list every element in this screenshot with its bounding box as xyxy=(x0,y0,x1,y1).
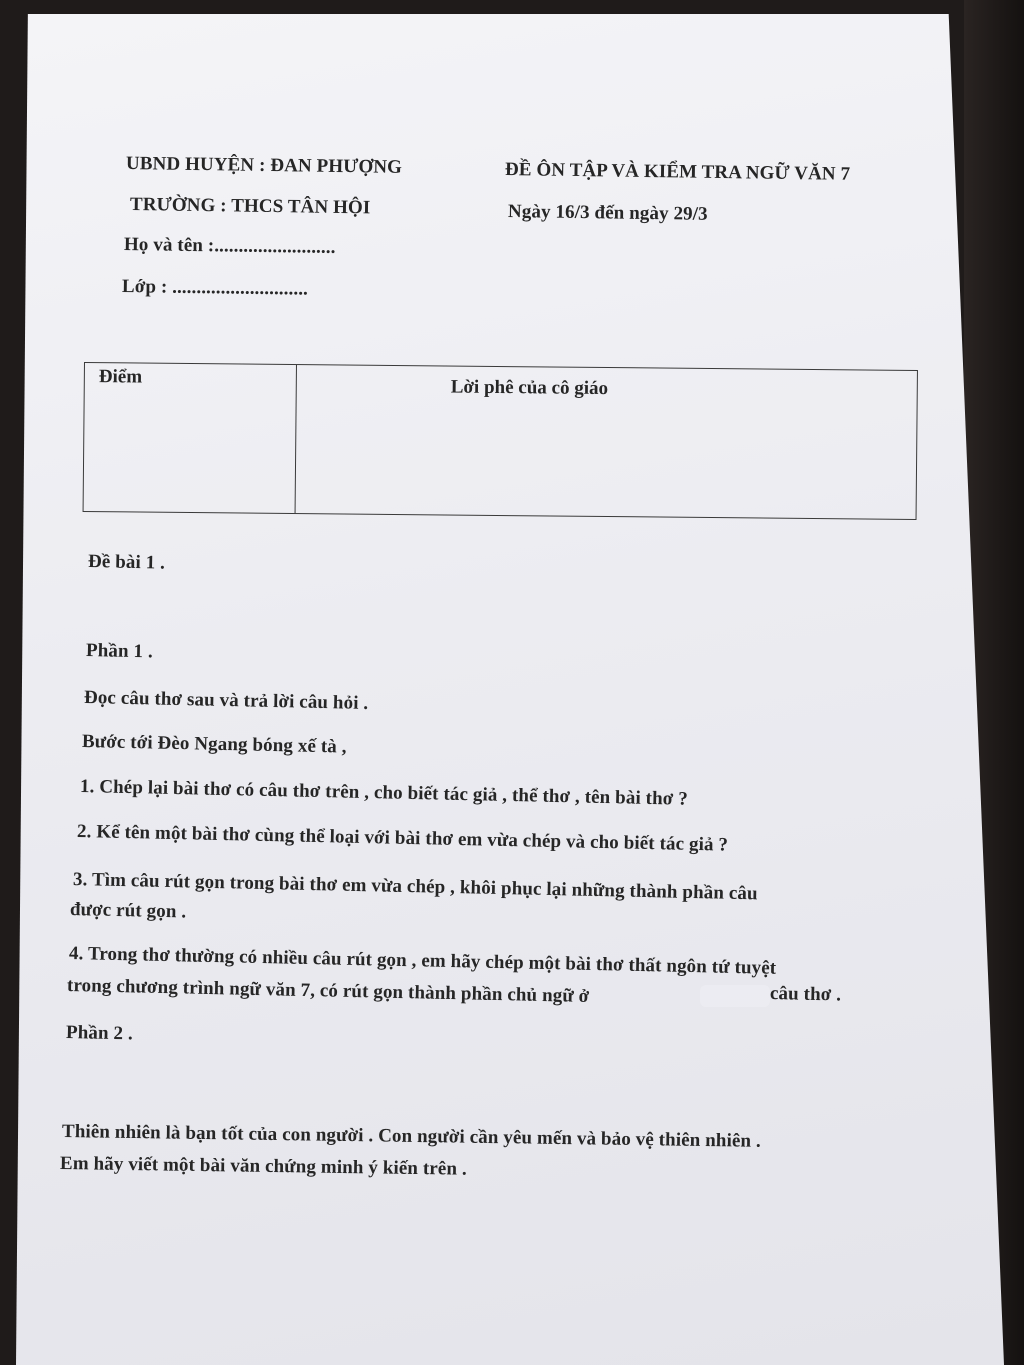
erased-text-patch xyxy=(700,985,770,1007)
table-divider xyxy=(295,365,297,513)
exam-date-range: Ngày 16/3 đến ngày 29/3 xyxy=(507,201,708,225)
score-label: Điểm xyxy=(98,366,143,388)
question-4-line-2: trong chương trình ngữ văn 7, có rút gọn thành phần chủ ngữ ở xyxy=(66,975,590,1007)
class-field: Lớp : ............................ xyxy=(121,276,309,300)
question-1: 1. Chép lại bài thơ có câu thơ trên , cho biết tác giả , thể thơ , tên bài thơ ? xyxy=(79,776,689,810)
part2-heading: Phần 2 . xyxy=(65,1022,134,1045)
question-2: 2. Kể tên một bài thơ cùng thể loại với bài thơ em vừa chép và cho biết tác giả ? xyxy=(76,821,729,856)
essay-prompt-line-2: Em hãy viết một bài văn chứng minh ý kiến trên . xyxy=(59,1153,467,1180)
exam-title: ĐỀ ÔN TẬP VÀ KIỂM TRA NGỮ VĂN 7 xyxy=(504,159,851,185)
reading-instruction: Đọc câu thơ sau và trả lời câu hỏi . xyxy=(83,687,369,714)
teacher-comment-label: Lời phê của cô giáo xyxy=(450,376,609,400)
essay-prompt-line-1: Thiên nhiên là bạn tốt của con người . Con người cần yêu mến và bảo vệ thiên nhiên . xyxy=(61,1121,761,1152)
score-comment-table xyxy=(83,362,918,520)
district-label: UBND HUYỆN : ĐAN PHƯỢNG xyxy=(125,153,403,178)
question-4-line-2-end: câu thơ . xyxy=(769,983,842,1006)
part1-heading: Phần 1 . xyxy=(85,640,154,663)
school-label: TRƯỜNG : THCS TÂN HỘI xyxy=(129,194,371,219)
question-4-line-1: 4. Trong thơ thường có nhiều câu rút gọn , em hãy chép một bài thơ thất ngôn tứ tuyệt xyxy=(68,943,777,979)
student-name-field: Họ và tên :......................... xyxy=(123,234,336,258)
question-3-line-2: được rút gọn . xyxy=(69,899,187,923)
exam-title-1: Đề bài 1 . xyxy=(87,551,166,574)
poem-verse: Bước tới Đèo Ngang bóng xế tà , xyxy=(81,731,347,758)
question-3-line-1: 3. Tìm câu rút gọn trong bài thơ em vừa chép , khôi phục lại những thành phần câu xyxy=(72,869,758,905)
